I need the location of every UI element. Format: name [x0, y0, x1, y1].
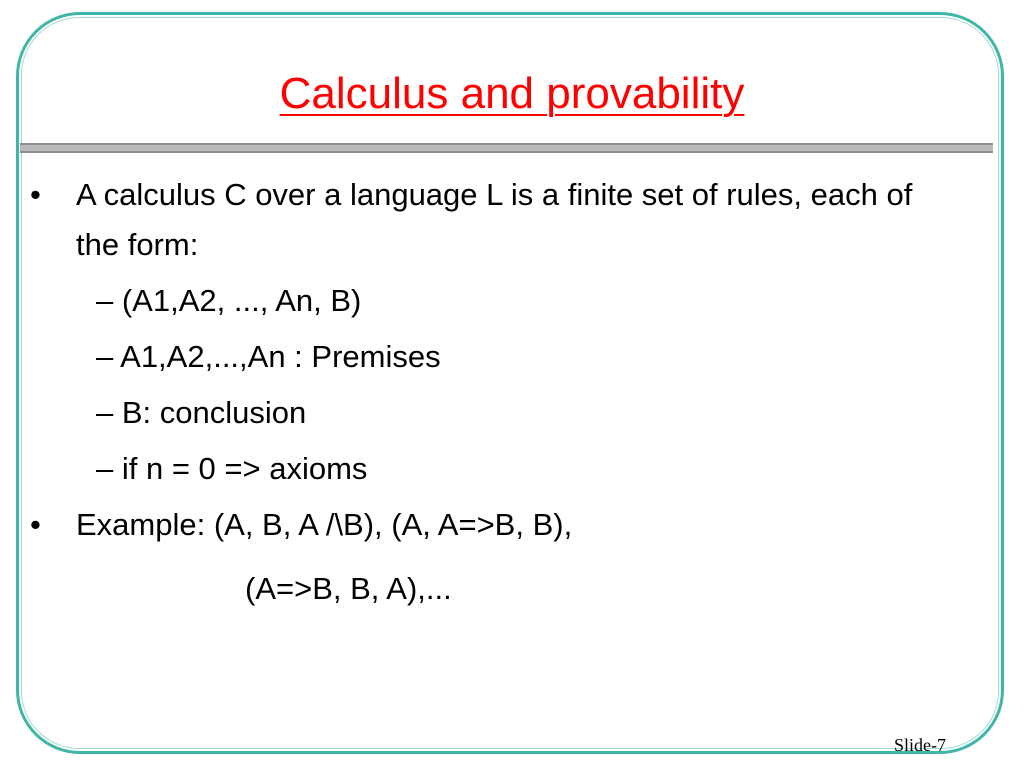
title-separator	[20, 143, 993, 153]
slide-title-text: Calculus and provability	[279, 69, 745, 118]
bullet-marker: •	[30, 507, 41, 542]
bullet-1-text: A calculus C over a language L is a finite set of rules, each of the form:	[76, 177, 913, 262]
subitem-3: – B: conclusion	[96, 395, 307, 430]
slide-title	[0, 66, 1024, 122]
subitem-2: – A1,A2,...,An : Premises	[96, 339, 441, 374]
bullet-2-continuation: (A=>B, B, A),...	[245, 571, 452, 606]
slide-frame-inner	[21, 17, 999, 749]
bullet-2-text: Example: (A, B, A /\B), (A, A=>B, B),	[76, 507, 573, 542]
subitem-4: – if n = 0 => axioms	[96, 451, 368, 486]
bullet-marker: •	[30, 177, 41, 212]
slide-number: Slide-7	[894, 735, 946, 755]
subitem-1: – (A1,A2, ..., An, B)	[96, 283, 362, 318]
